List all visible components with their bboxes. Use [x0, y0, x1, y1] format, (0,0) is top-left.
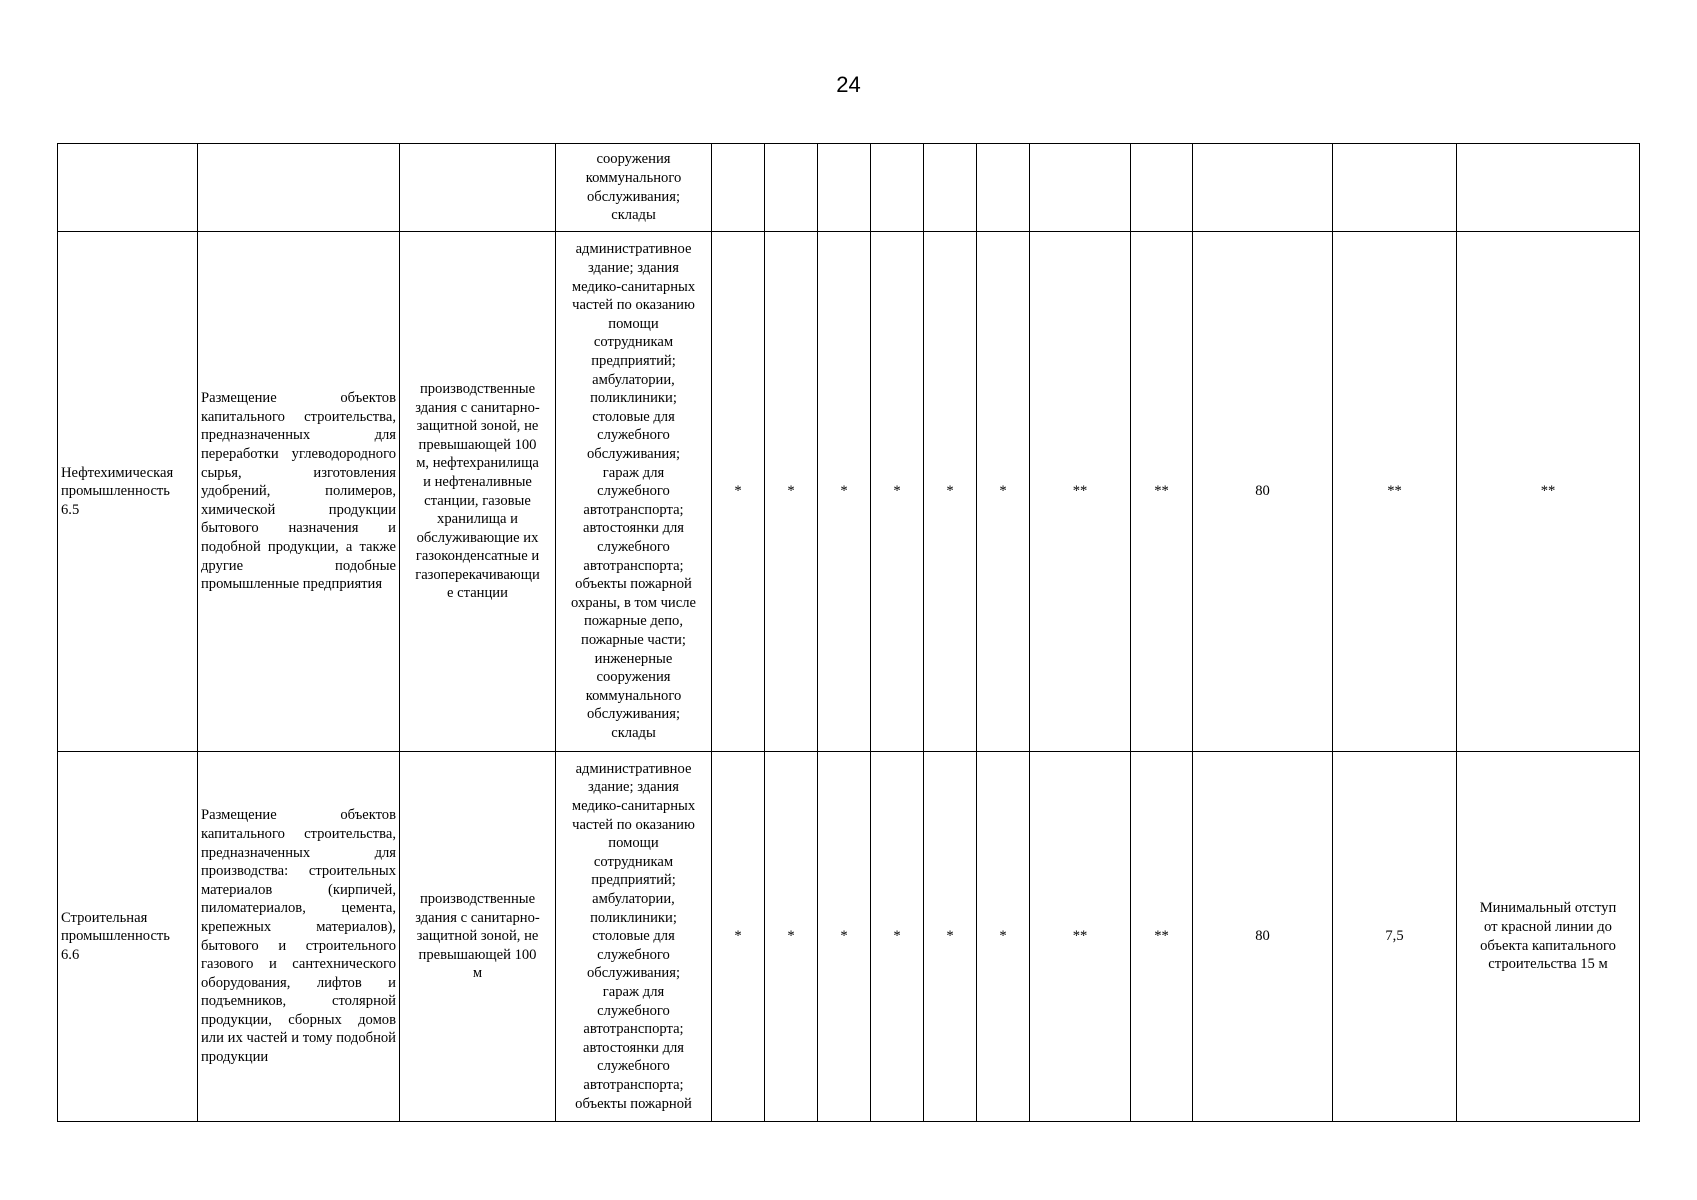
text-line: служебного: [597, 483, 670, 500]
auxiliary-use-cell: [556, 752, 712, 1122]
description-cell: [198, 232, 400, 752]
text-line: здания с санитарно-: [415, 909, 540, 926]
param-cell: [1030, 144, 1131, 232]
text-line: коммунального: [585, 687, 682, 704]
text-line: сооружения: [596, 151, 671, 168]
text-line: служебного: [597, 946, 670, 963]
param-cell: [818, 144, 871, 232]
page-number: 24: [836, 72, 861, 97]
text-line: склады: [611, 724, 656, 741]
param-cell: [1193, 144, 1333, 232]
zone-name-cell: [58, 752, 198, 1122]
param-cell: [871, 144, 924, 232]
text-line: коммунального: [585, 169, 682, 186]
text-line: помощи: [608, 835, 659, 852]
text-line: сооружения: [596, 669, 671, 686]
text-line: здания с санитарно-: [415, 399, 540, 416]
text-line: обслуживания;: [586, 706, 681, 723]
text-line: объекты пожарной: [575, 576, 692, 593]
param-cell: [1131, 144, 1193, 232]
text-line: охраны, в том числе: [571, 594, 696, 611]
param-cell: *: [765, 232, 818, 752]
zone-code: 6.5: [61, 501, 80, 518]
param-cell: **: [1333, 232, 1457, 752]
table-row: [58, 144, 1640, 232]
text-line: пожарные части;: [581, 631, 686, 648]
basic-use-cell: [400, 752, 556, 1122]
param-cell: [712, 144, 765, 232]
text-line: м, нефтехранилища: [416, 455, 539, 472]
text-line: производственные: [419, 891, 536, 908]
text-line: поликлиники;: [590, 390, 677, 407]
text-line: административное: [575, 760, 692, 777]
land-use-table: [57, 143, 1640, 1122]
text-line: медико-санитарных: [571, 278, 696, 295]
note-cell: **: [1457, 232, 1640, 752]
text-line: м: [472, 965, 483, 982]
text-line: служебного: [597, 427, 670, 444]
description-cell: [198, 752, 400, 1122]
param-cell: *: [924, 752, 977, 1122]
param-cell: [977, 144, 1030, 232]
text-line: автотранспорта;: [583, 1076, 684, 1093]
text-line: от красной линии до: [1484, 918, 1612, 935]
description-cell: [198, 144, 400, 232]
param-cell: *: [818, 232, 871, 752]
param-cell: *: [712, 232, 765, 752]
text-line: газоконденсатные и: [415, 548, 540, 565]
text-line: автотранспорта;: [583, 1021, 684, 1038]
description-text: Размещение объектов капитального строительства, предназначенных для переработки углеводородного сырья, изготовления удобрений, полимеров, химической продукции бытового назначения и подобной продукции, а также другие подобные промышленные предприятия: [201, 390, 396, 593]
text-line: амбулатории,: [592, 371, 675, 388]
text-line: служебного: [597, 538, 670, 555]
text-line: здание; здания: [588, 260, 679, 277]
text-line: объекта капитального: [1480, 937, 1616, 954]
zone-code: 6.6: [61, 946, 80, 963]
text-line: производственные: [419, 380, 536, 397]
text-line: помощи: [608, 315, 659, 332]
text-line: защитной зоной, не: [416, 418, 539, 435]
text-line: автостоянки для: [582, 520, 685, 537]
param-cell: *: [977, 752, 1030, 1122]
param-cell: 7,5: [1333, 752, 1457, 1122]
text-line: е станции: [447, 585, 508, 602]
basic-use-cell: [400, 144, 556, 232]
text-line: автостоянки для: [582, 1039, 685, 1056]
text-line: хранилища и: [437, 511, 518, 528]
param-cell: 80: [1193, 232, 1333, 752]
param-cell: **: [1030, 752, 1131, 1122]
text-line: инженерные: [594, 650, 673, 667]
text-line: Минимальный отступ: [1479, 900, 1617, 917]
text-line: служебного: [597, 1058, 670, 1075]
param-cell: *: [871, 752, 924, 1122]
table-row: [58, 232, 1640, 752]
text-line: столовые для: [592, 928, 675, 945]
text-line: амбулатории,: [592, 891, 675, 908]
text-line: гараж для: [602, 983, 665, 1000]
text-line: объекты пожарной: [575, 1095, 692, 1112]
param-cell: [1333, 144, 1457, 232]
param-cell: [765, 144, 818, 232]
text-line: обслуживания;: [586, 188, 681, 205]
param-cell: *: [765, 752, 818, 1122]
text-line: защитной зоной, не: [416, 928, 539, 945]
text-line: строительства 15 м: [1488, 956, 1608, 973]
param-cell: **: [1131, 232, 1193, 752]
note-cell: [1457, 752, 1640, 1122]
text-line: склады: [611, 207, 656, 224]
text-line: частей по оказанию: [572, 816, 695, 833]
zone-name-cell: [58, 144, 198, 232]
basic-use-cell: [400, 232, 556, 752]
param-cell: *: [924, 232, 977, 752]
param-cell: [924, 144, 977, 232]
text-line: обслуживания;: [586, 446, 681, 463]
text-line: административное: [575, 241, 692, 258]
param-cell: 80: [1193, 752, 1333, 1122]
text-line: станции, газовые: [424, 492, 531, 509]
text-line: газоперекачивающи: [415, 566, 540, 583]
text-line: предприятий;: [591, 872, 676, 889]
text-line: столовые для: [592, 408, 675, 425]
text-line: сотрудникам: [593, 853, 674, 870]
text-line: предприятий;: [591, 353, 676, 370]
auxiliary-use-cell: [556, 144, 712, 232]
text-line: превышающей 100: [418, 436, 537, 453]
zone-name-cell: [58, 232, 198, 752]
text-line: частей по оказанию: [572, 297, 695, 314]
text-line: пожарные депо,: [584, 613, 683, 630]
text-line: гараж для: [602, 464, 665, 481]
text-line: сотрудникам: [593, 334, 674, 351]
param-cell: *: [818, 752, 871, 1122]
text-line: здание; здания: [588, 779, 679, 796]
text-line: автотранспорта;: [583, 501, 684, 518]
param-cell: **: [1131, 752, 1193, 1122]
description-text: Размещение объектов капитального строительства, предназначенных для производства: строительных материалов (кирпичей, пиломатериалов, цемента, крепежных материалов), бытового и строительного газового и сантехнического оборудования, лифтов и подъемников, столярной продукции, сборных домов или их частей и тому подобной продукции: [201, 807, 396, 1066]
table-row: [58, 752, 1640, 1122]
text-line: обслуживания;: [586, 965, 681, 982]
text-line: обслуживающие их: [416, 529, 539, 546]
param-cell: *: [977, 232, 1030, 752]
param-cell: **: [1030, 232, 1131, 752]
text-line: поликлиники;: [590, 909, 677, 926]
text-line: служебного: [597, 1002, 670, 1019]
zone-name: Нефтехимическая промышленность: [61, 464, 174, 500]
text-line: превышающей 100: [418, 946, 537, 963]
text-line: автотранспорта;: [583, 557, 684, 574]
auxiliary-use-cell: [556, 232, 712, 752]
param-cell: *: [871, 232, 924, 752]
text-line: медико-санитарных: [571, 798, 696, 815]
note-cell: [1457, 144, 1640, 232]
zone-name: Строительная промышленность: [61, 909, 170, 945]
text-line: и нефтеналивные: [423, 473, 532, 490]
param-cell: *: [712, 752, 765, 1122]
